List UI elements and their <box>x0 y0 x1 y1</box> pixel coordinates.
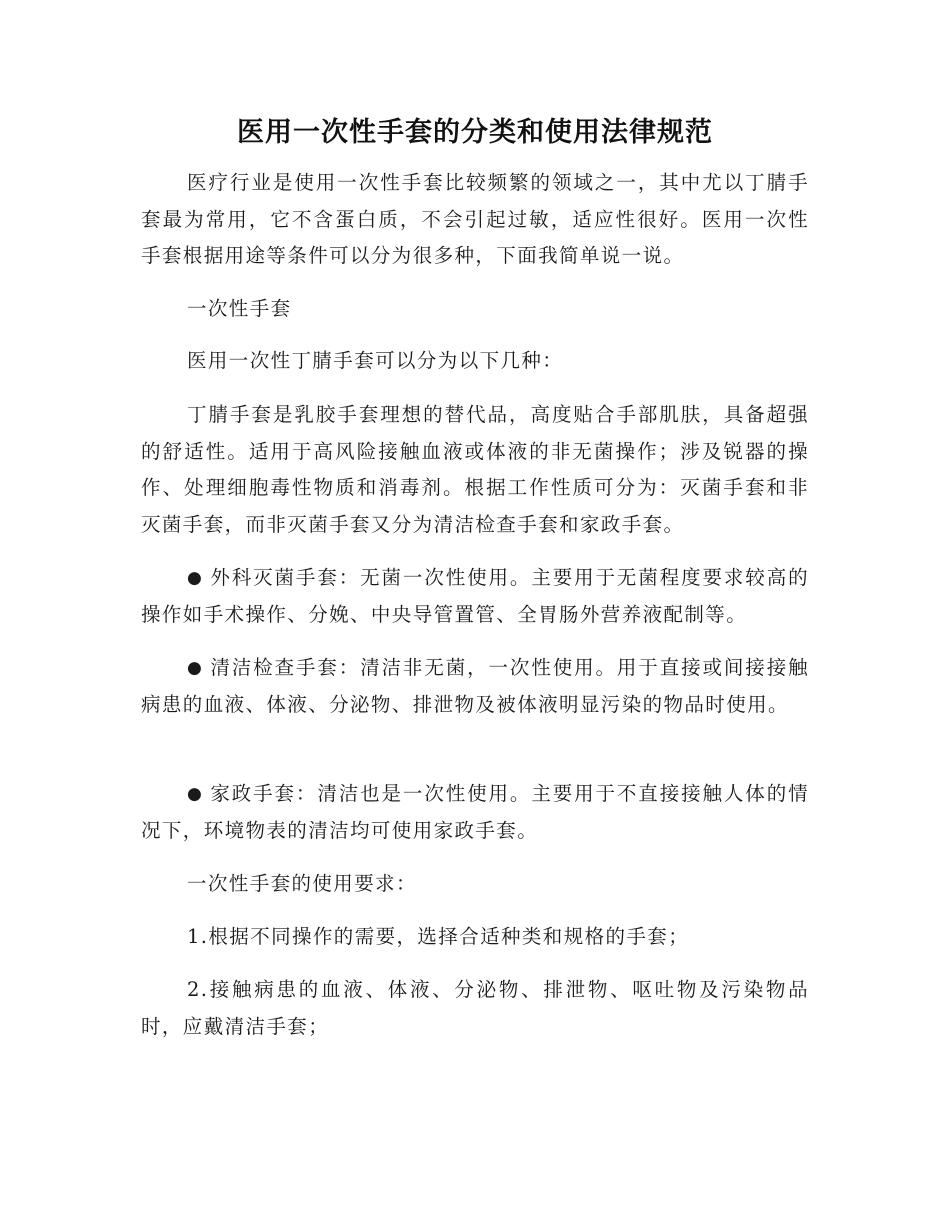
paragraph-nitrile-description: 丁腈手套是乳胶手套理想的替代品，高度贴合手部肌肤，具备超强的舒适性。适用于高风险接触血液或体液的非无菌操作；涉及锐器的操作、处理细胞毒性物质和消毒剂。根据工作性质可分为：灭菌手套和非灭菌手套，而非灭菌手套又分为清洁检查手套和家政手套。 <box>141 403 809 536</box>
heading-disposable-gloves: 一次性手套 <box>187 297 292 320</box>
bullet-text-surgical: 外科灭菌手套：无菌一次性使用。主要用于无菌程度要求较高的操作如手术操作、分娩、中央导管置管、全胃肠外营养液配制等。 <box>141 566 809 626</box>
requirement-item-1: 1.根据不同操作的需要，选择合适种类和规格的手套； <box>187 925 690 948</box>
requirement-item-2: 2.接触病患的血液、体液、分泌物、排泄物、呕吐物及污染物品时，应戴清洁手套； <box>141 978 809 1038</box>
bullet-icon: ● <box>187 784 203 804</box>
bullet-item-exam <box>141 650 809 723</box>
bullet-item-household <box>141 776 809 849</box>
paragraph-nitrile-types: 医用一次性丁腈手套可以分为以下几种： <box>187 349 564 372</box>
document-title: 医用一次性手套的分类和使用法律规范 <box>237 117 713 148</box>
heading-usage-requirements: 一次性手套的使用要求： <box>187 872 417 895</box>
bullet-text-exam: 清洁检查手套：清洁非无菌，一次性使用。用于直接或间接接触病患的血液、体液、分泌物、排泄物及被体液明显污染的物品时使用。 <box>141 656 809 716</box>
bullet-icon: ● <box>187 658 203 678</box>
bullet-item-surgical <box>141 560 809 633</box>
paragraph-intro: 医疗行业是使用一次性手套比较频繁的领域之一，其中尤以丁腈手套最为常用，它不含蛋白质，不会引起过敏，适应性很好。医用一次性手套根据用途等条件可以分为很多种，下面我简单说一说。 <box>141 171 809 267</box>
bullet-text-household: 家政手套：清洁也是一次性使用。主要用于不直接接触人体的情况下，环境物表的清洁均可使用家政手套。 <box>141 782 809 842</box>
bullet-icon: ● <box>187 568 203 588</box>
